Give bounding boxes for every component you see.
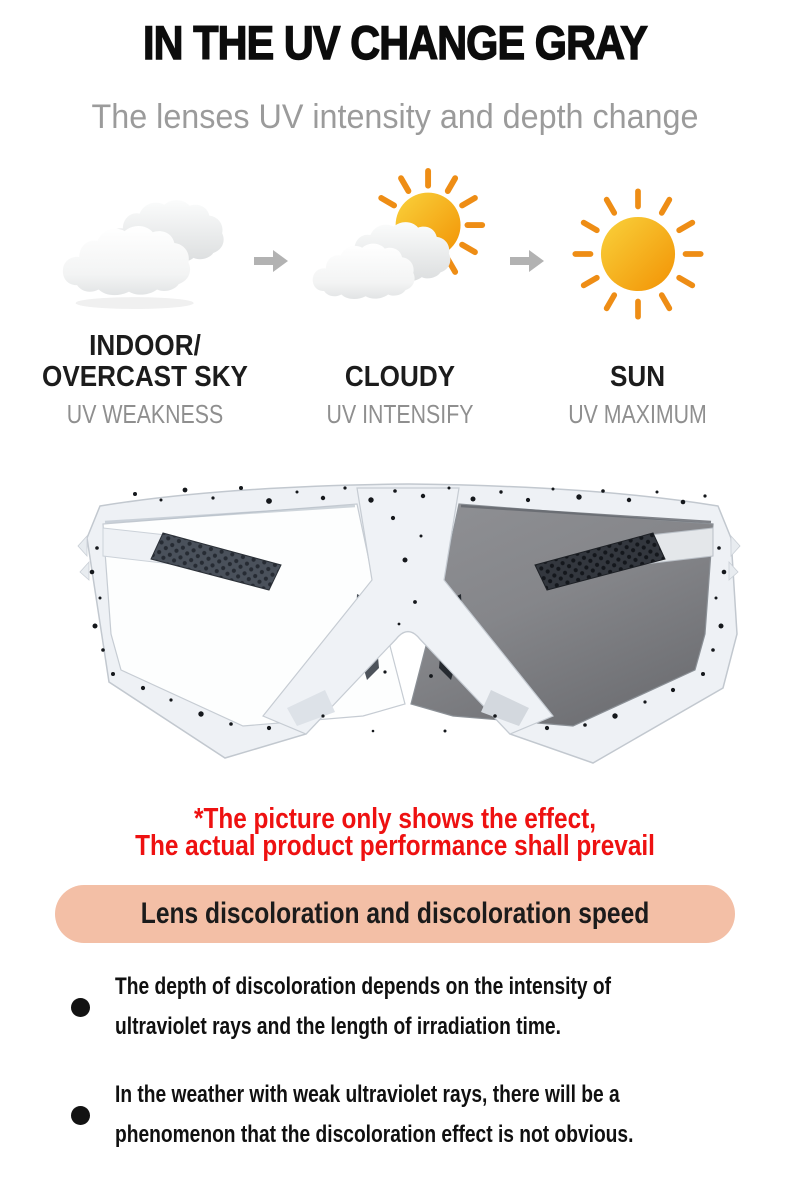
page-subtitle: The lenses UV intensity and depth change: [91, 98, 699, 136]
stage-sublabel: UV WEAKNESS: [66, 399, 224, 429]
stage-label-indoor: [15, 330, 275, 428]
product-photo-sunglasses: [73, 476, 745, 811]
section-banner-title: Lens discoloration and discoloration speed: [140, 897, 650, 930]
clouds-icon: [58, 193, 230, 321]
bullet-text: The depth of discoloration depends on the intensity of ultraviolet rays and the length of irradiation time.: [115, 973, 612, 1040]
left-hinge: [78, 536, 89, 580]
sun-icon: [562, 178, 714, 335]
right-arrow-icon: [508, 247, 546, 280]
bullet-dot-icon: [71, 998, 90, 1017]
bullet-list: [71, 967, 751, 1183]
page-title: IN THE UV CHANGE GRAY: [143, 16, 647, 69]
list-item: [71, 967, 751, 1047]
stage-label-sun: [515, 330, 760, 428]
stage-label-cloudy: [275, 330, 525, 428]
cloud-shadow: [76, 297, 194, 309]
sun-behind-cloud-icon: [312, 168, 494, 321]
front-cloud: [313, 244, 415, 299]
disclaimer-line: The actual product performance shall prevail: [135, 830, 655, 862]
front-cloud: [63, 226, 190, 295]
stage-name: SUN: [609, 361, 666, 393]
stage-name: CLOUDY: [344, 361, 456, 393]
stage-name: INDOOR/ OVERCAST SKY: [42, 330, 248, 393]
stage-sublabel: UV INTENSIFY: [326, 399, 474, 429]
section-banner: [55, 885, 735, 943]
disclaimer-line: *The picture only shows the effect,: [193, 803, 597, 835]
list-item: [71, 1075, 751, 1155]
bullet-text: In the weather with weak ultraviolet rays, there will be a phenomenon that the discoloration effect is not obvious.: [115, 1081, 634, 1148]
sun-disc: [601, 217, 675, 291]
right-arrow-icon: [252, 247, 290, 280]
disclaimer-text: [63, 803, 727, 862]
stage-sublabel: UV MAXIMUM: [568, 399, 707, 429]
bullet-dot-icon: [71, 1106, 90, 1125]
